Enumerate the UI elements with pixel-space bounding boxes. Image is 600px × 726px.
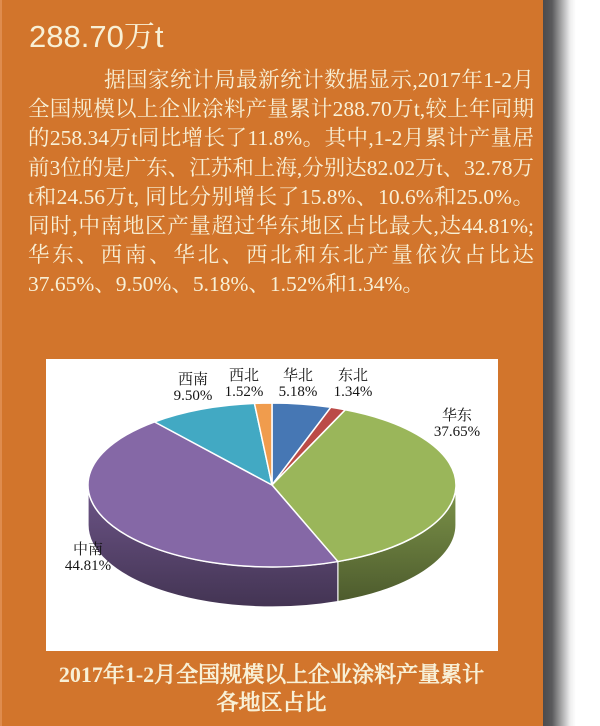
article-paragraph: 据国家统计局最新统计数据显示,2017年1-2月全国规模以上企业涂料产量累计288.70万t,较上年同期的258.34万t同比增长了11.8%。其中,1-2月累计产量居前3位的是广东、江苏和上海,分别达82.02万t、32.78万t和24.56万t, 同比分别增长了15.8%、10.6%和25.0%。同时,中南地区产量超过华东地区占比最大,达44.81%; 华东、西南、华北、西北和东北产量依次占比达37.65%、9.50%、5.18%、1.52%和1.34%。 — [28, 68, 534, 297]
pie-label-huadong — [434, 408, 480, 440]
pie-label-region: 华北 — [282, 368, 313, 384]
pie-label-region: 西北 — [228, 368, 259, 384]
pie-label-dongbei — [334, 368, 373, 400]
chart-caption — [0, 661, 543, 717]
pie-label-zhongnan — [65, 542, 111, 574]
pie-label-percent: 1.34% — [333, 384, 373, 400]
pie-label-region: 东北 — [337, 368, 368, 384]
pie-label-percent: 5.18% — [278, 384, 318, 400]
pie-chart — [46, 359, 498, 651]
pie-label-region: 西南 — [177, 372, 208, 388]
pie-label-percent: 37.65% — [433, 424, 481, 440]
pie-label-huabei — [279, 368, 318, 400]
pie-label-region: 中南 — [72, 542, 103, 558]
pie-label-percent: 9.50% — [173, 388, 213, 404]
pie-chart-panel — [46, 359, 498, 651]
pie-label-percent: 44.81% — [64, 558, 112, 574]
chart-caption-line2: 各地区占比 — [216, 690, 327, 715]
pie-label-percent: 1.52% — [224, 384, 264, 400]
pie-label-xibei — [225, 368, 264, 400]
page-edge-shadow — [543, 0, 600, 726]
chart-caption-line1: 2017年1-2月全国规模以上企业涂料产量累计 — [58, 662, 485, 687]
pie-label-region: 华东 — [441, 408, 472, 424]
page-title: 288.70万t — [29, 19, 164, 54]
pie-label-xinan — [174, 372, 213, 404]
